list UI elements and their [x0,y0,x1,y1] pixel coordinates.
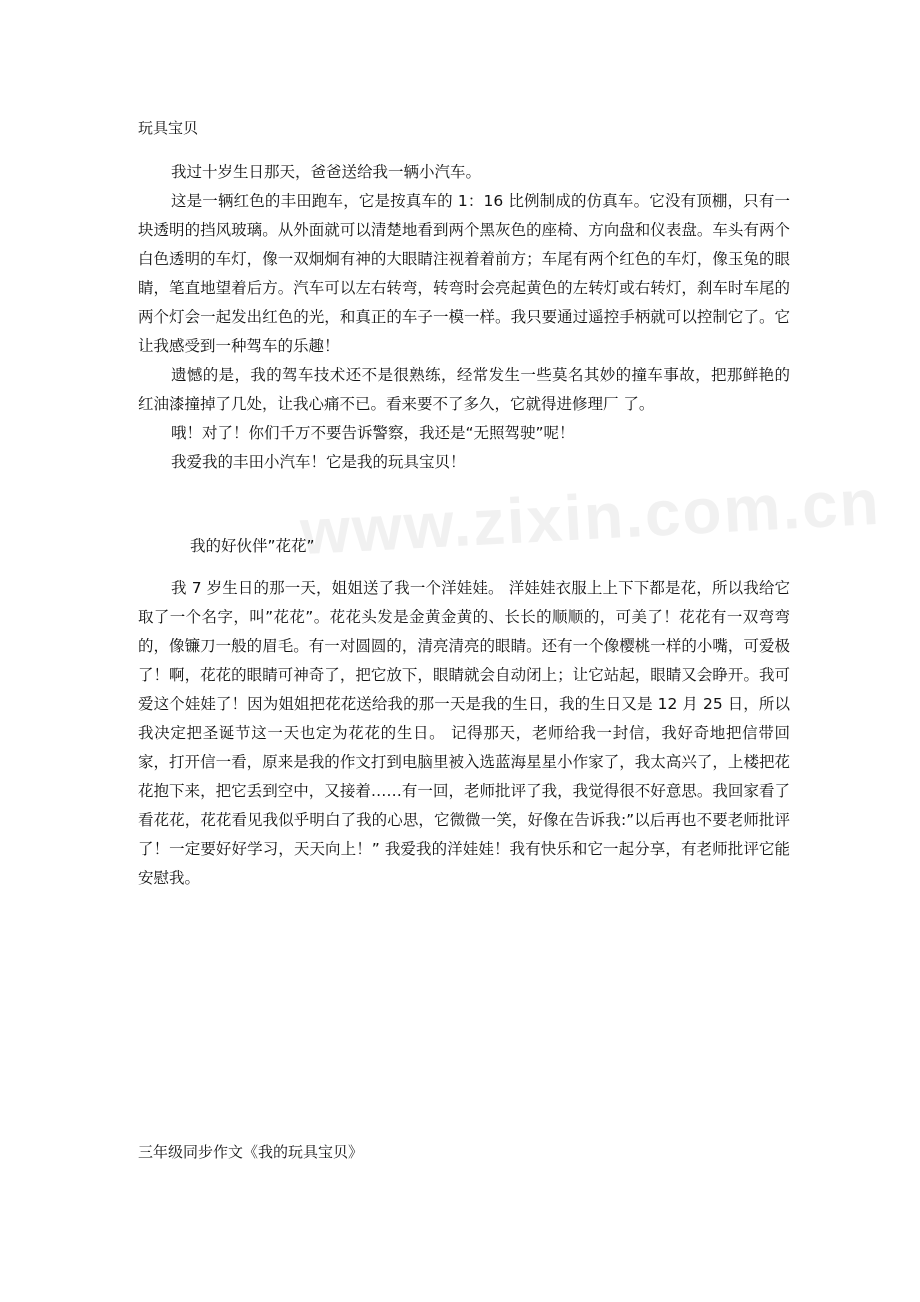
watermark: www.zixin.com.cn [298,465,883,569]
essay1-body [138,158,790,477]
essay2-body [138,574,790,893]
essay1-paragraph: 这是一辆红色的丰田跑车，它是按真车的 1：16 比例制成的仿真车。它没有顶棚，只有一块透明的挡风玻璃。从外面就可以清楚地看到两个黑灰色的座椅、方向盘和仪表盘。车头有两个白色透明的车灯，像一双炯炯有神的大眼睛注视着着前方；车尾有两个红色的车灯，像玉兔的眼睛，笔直地望着后方。汽车可以左右转弯，转弯时会亮起黄色的左转灯或右转灯，刹车时车尾的两个灯会一起发出红色的光，和真正的车子一模一样。我只要通过遥控手柄就可以控制它了。它让我感受到一种驾车的乐趣！ [138,192,790,355]
essay2-paragraph: 我 7 岁生日的那一天，姐姐送了我一个洋娃娃。 洋娃娃衣服上上下下都是花，所以我给它取了一个名字，叫”花花”。花花头发是金黄金黄的、长长的顺顺的，可美了！花花有一双弯弯的，像镰刀一般的眉毛。有一对圆圆的，清亮清亮的眼睛。还有一个像樱桃一样的小嘴，可爱极了！啊，花花的眼睛可神奇了，把它放下，眼睛就会自动闭上；让它站起，眼睛又会睁开。我可爱这个娃娃了！因为姐姐把花花送给我的那一天是我的生日，我的生日又是 12 月 25 日，所以我决定把圣诞节这一天也定为花花的生日。 记得那天，老师给我一封信，我好奇地把信带回家，打开信一看，原来是我的作文打到电脑里被入选蓝海星星小作家了，我太高兴了，上楼把花花抱下来，把它丢到空中，又接着……有一回，老师批评了我，我觉得很不好意思。我回家看了看花花，花花看见我似乎明白了我的心思，它微微一笑，好像在告诉我:”以后再也不要老师批评了！一定要好好学习，天天向上！” 我爱我的洋娃娃！我有快乐和它一起分享，有老师批评它能安慰我。 [138,579,790,887]
essay1-paragraph: 哦！对了！你们千万不要告诉警察，我还是“无照驾驶”呢！ [171,424,575,442]
essay1-title: 玩具宝贝 [138,119,199,137]
essay1-paragraph: 遗憾的是，我的驾车技术还不是很熟练，经常发生一些莫名其妙的撞车事故，把那鲜艳的红油漆撞掉了几处，让我心痛不已。看来要不了多久，它就得进修理厂 了。 [138,366,790,413]
essay1-paragraph: 我爱我的丰田小汽车！它是我的玩具宝贝！ [171,453,466,471]
essay1-paragraph: 我过十岁生日那天，爸爸送给我一辆小汽车。 [171,163,482,181]
essay2-title: 我的好伙伴”花花” [190,537,315,555]
footer-title: 三年级同步作文《我的玩具宝贝》 [138,1143,364,1161]
